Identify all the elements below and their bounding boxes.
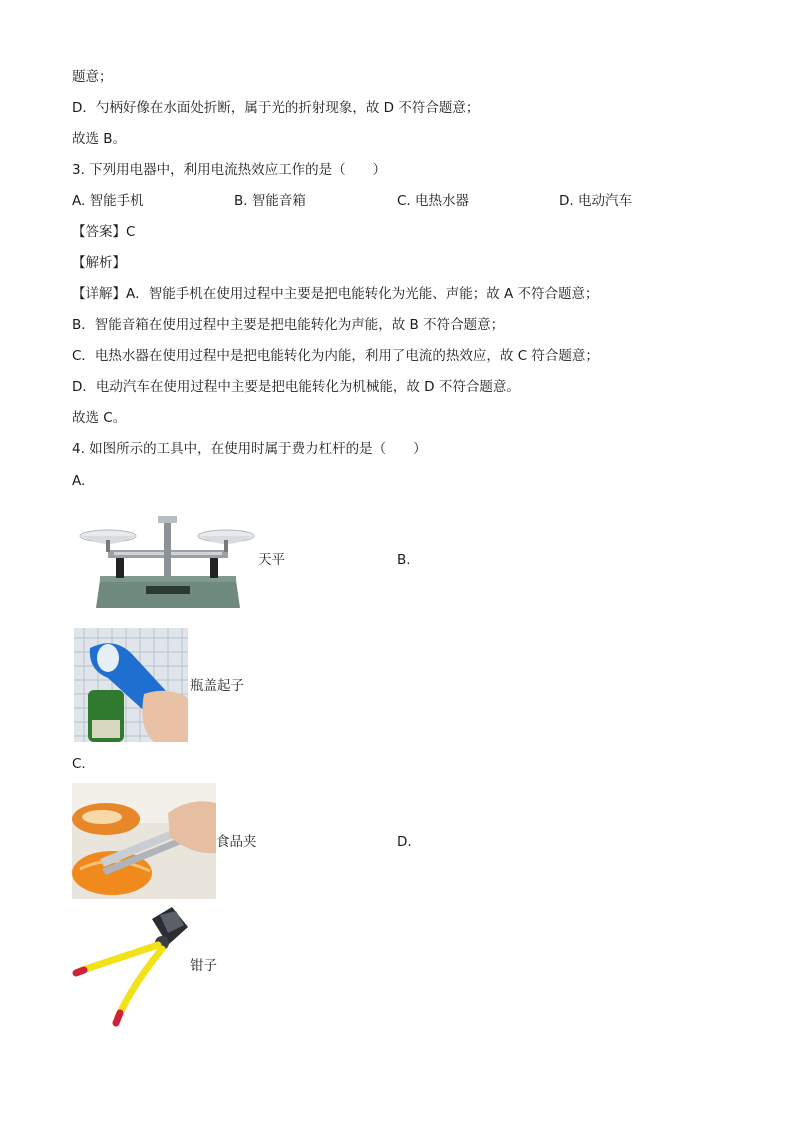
q4-option-c-caption: 食品夹 xyxy=(216,834,257,850)
detail-a-text: A．智能手机在使用过程中主要是把电能转化为光能、声能；故 A 不符合题意； xyxy=(126,286,599,302)
answer-label: 【答案】 xyxy=(72,224,126,240)
pliers-image xyxy=(72,905,190,1027)
prev-choose-b: 故选 B。 xyxy=(72,131,127,147)
bottle-opener-image xyxy=(74,628,188,742)
q3-analysis-label: 【解析】 xyxy=(72,255,126,271)
q4-option-a-caption: 天平 xyxy=(258,552,285,568)
prev-option-d-explanation: D．勺柄好像在水面处折断，属于光的折射现象，故 D 不符合题意； xyxy=(72,100,480,116)
pliers-icon xyxy=(72,905,190,1027)
q3-detail-b: B．智能音箱在使用过程中主要是把电能转化为声能，故 B 不符合题意； xyxy=(72,317,505,333)
detail-label: 【详解】 xyxy=(72,286,126,302)
q3-option-c: C. 电热水器 xyxy=(397,193,470,209)
q3-answer xyxy=(72,223,135,241)
q4-option-b-label: B. xyxy=(397,552,411,568)
q4-option-d-caption: 钳子 xyxy=(190,958,217,974)
question-3-stem: 3. 下列用电器中，利用电流热效应工作的是（ ） xyxy=(72,162,387,178)
prev-answer-tail: 题意； xyxy=(72,69,113,85)
q4-option-a-label: A. xyxy=(72,473,86,489)
food-tongs-icon xyxy=(72,783,216,899)
question-4-stem: 4. 如图所示的工具中，在使用时属于费力杠杆的是（ ） xyxy=(72,441,427,457)
answer-value: C xyxy=(126,224,136,240)
balance-image xyxy=(78,508,256,612)
q4-option-c-label: C. xyxy=(72,756,86,772)
q3-detail-d: D．电动汽车在使用过程中主要是把电能转化为机械能，故 D 不符合题意。 xyxy=(72,379,520,395)
q4-option-d-label: D. xyxy=(397,834,412,850)
q3-option-d: D. 电动汽车 xyxy=(559,193,632,209)
q4-option-b-caption: 瓶盖起子 xyxy=(190,678,244,694)
q3-option-b: B. 智能音箱 xyxy=(234,193,306,209)
q3-option-a: A. 智能手机 xyxy=(72,193,144,209)
food-tongs-image xyxy=(72,783,216,899)
q3-detail-a xyxy=(72,285,599,303)
bottle-opener-icon xyxy=(74,628,188,742)
q3-detail-c: C．电热水器在使用过程中是把电能转化为内能，利用了电流的热效应，故 C 符合题意； xyxy=(72,348,599,364)
q3-choose-c: 故选 C。 xyxy=(72,410,127,426)
balance-icon xyxy=(78,508,256,612)
